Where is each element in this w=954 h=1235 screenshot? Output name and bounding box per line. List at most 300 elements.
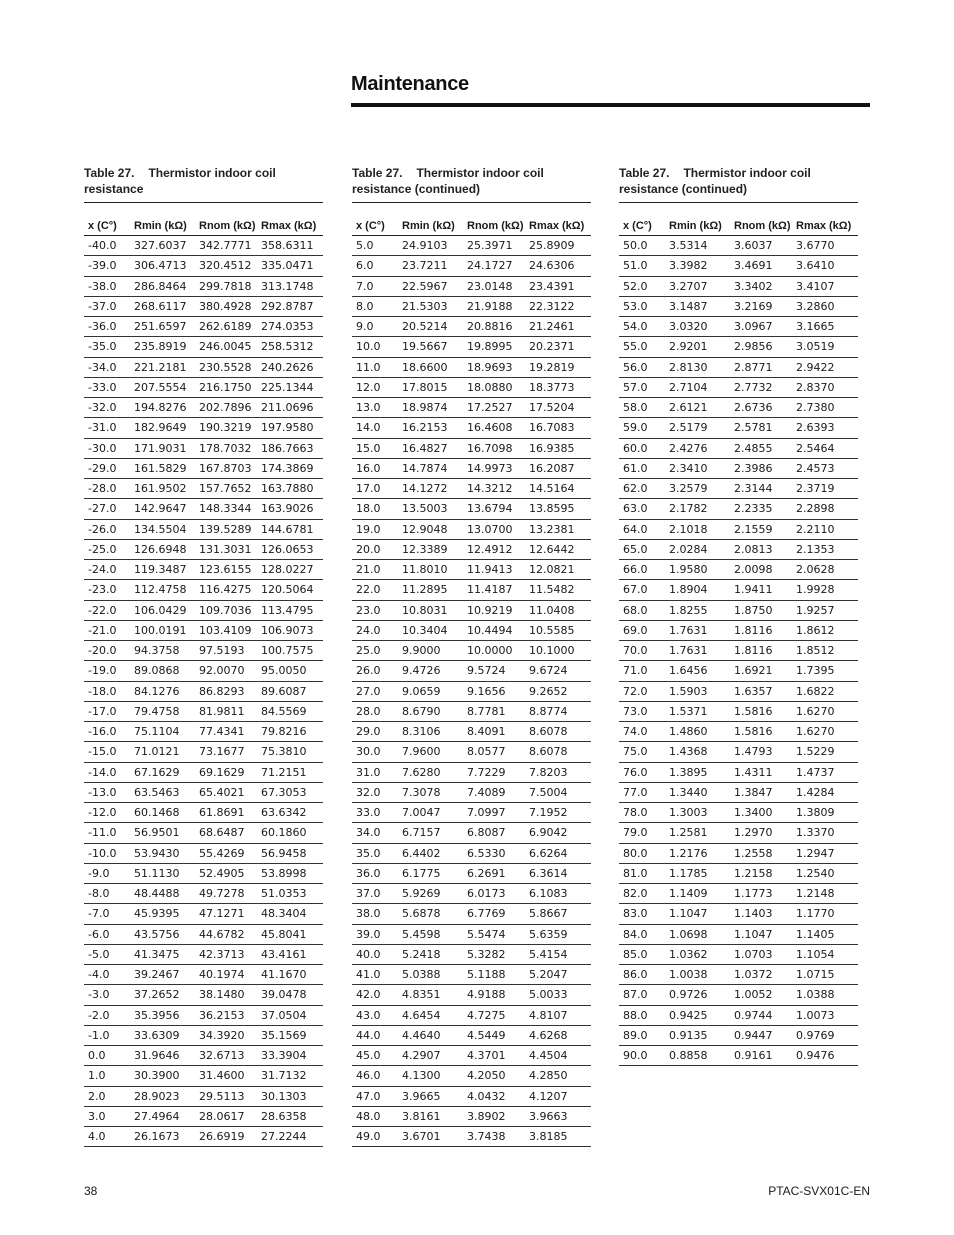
table-cell: 94.3758 [130,641,195,661]
table-cell: 32.6713 [195,1046,257,1066]
table-cell: 28.0617 [195,1106,257,1126]
table-cell: 1.1047 [665,904,730,924]
table-cell: 69.1629 [195,762,257,782]
table-cell: 24.0 [352,620,398,640]
table-cell: 1.6822 [792,681,858,701]
table-cell: 2.7732 [730,377,792,397]
table-cell: 7.1952 [525,803,591,823]
table-row [352,256,591,276]
table-cell: 0.9726 [665,985,730,1005]
table-cell: 119.3487 [130,560,195,580]
table-cell: 37.2652 [130,985,195,1005]
table-cell: 56.9458 [257,843,323,863]
table-cell: 1.0073 [792,1005,858,1025]
table-cell: 18.3773 [525,377,591,397]
table-cell: 77.4341 [195,722,257,742]
table-cell: 1.7631 [665,641,730,661]
table-row [352,418,591,438]
table-cell: 1.8255 [665,600,730,620]
table-cell: 44.0 [352,1025,398,1045]
table-cell: 112.4758 [130,580,195,600]
table-cell: 75.1104 [130,722,195,742]
table-cell: 2.3144 [730,479,792,499]
table-cell: 9.1656 [463,681,525,701]
table-cell: 3.4691 [730,256,792,276]
table-cell: 2.6121 [665,398,730,418]
table-cell: 3.3402 [730,276,792,296]
table-cell: 34.3920 [195,1025,257,1045]
table-cell: 2.1353 [792,539,858,559]
table-row [352,1025,591,1045]
table-cell: 44.6782 [195,924,257,944]
table-cell: 4.7275 [463,1005,525,1025]
table-cell: -14.0 [84,762,130,782]
table-cell: 16.9385 [525,438,591,458]
table-cell: 2.0813 [730,539,792,559]
table-cell: 2.1559 [730,519,792,539]
table-cell: 3.8161 [398,1106,463,1126]
table-cell: 61.0 [619,458,665,478]
table-row [84,560,323,580]
table-cell: -24.0 [84,560,130,580]
table-cell: 8.4091 [463,722,525,742]
table-row [352,398,591,418]
table-cell: 3.2707 [665,276,730,296]
table-cell: 8.6078 [525,742,591,762]
table-cell: 8.6078 [525,722,591,742]
table-cell: 19.2819 [525,357,591,377]
table-cell: 2.2898 [792,499,858,519]
page-number: 38 [84,1184,98,1198]
table-cell: 53.0 [619,296,665,316]
table-cell: -19.0 [84,661,130,681]
table-row [352,924,591,944]
table-cell: 1.4368 [665,742,730,762]
table-cell: 19.0 [352,519,398,539]
table-cell: 46.0 [352,1066,398,1086]
resistance-table [352,202,591,1147]
table-cell: 19.5667 [398,337,463,357]
table-row [352,317,591,337]
table-cell: 56.0 [619,357,665,377]
table-cell: 90.0 [619,1046,665,1066]
table-cell: 5.0388 [398,965,463,985]
table-cell: 7.9600 [398,742,463,762]
table-cell: 1.0038 [665,965,730,985]
table-cell: 33.3904 [257,1046,323,1066]
table-cell: 7.7229 [463,762,525,782]
table-cell: 21.9188 [463,296,525,316]
table-cell: -27.0 [84,499,130,519]
table-cell: 6.9042 [525,823,591,843]
table-row [619,499,858,519]
table-cell: 68.0 [619,600,665,620]
table-cell: 45.0 [352,1046,398,1066]
table-row [352,863,591,883]
table-cell: 1.7631 [665,620,730,640]
table-cell: 7.6280 [398,762,463,782]
table-cell: 11.0408 [525,600,591,620]
table-cell: 2.0098 [730,560,792,580]
table-row [619,519,858,539]
table-cell: 84.1276 [130,681,195,701]
table-cell: 1.7395 [792,661,858,681]
table-cell: 1.8116 [730,641,792,661]
table-row [352,641,591,661]
table-cell: 6.7157 [398,823,463,843]
column-header: Rmax (kΩ) [261,220,317,232]
table-cell: 7.0047 [398,803,463,823]
table-cell: 0.8858 [665,1046,730,1066]
table-cell: 235.8919 [130,337,195,357]
table-cell: 48.4488 [130,884,195,904]
table-row [352,944,591,964]
table-cell: 31.4600 [195,1066,257,1086]
table-cell: 9.2652 [525,681,591,701]
table-cell: 42.3713 [195,944,257,964]
table-row [84,236,323,256]
column-header: Rnom (kΩ) [467,220,524,232]
table-row [84,276,323,296]
table-cell: 5.0 [352,236,398,256]
table-cell: 2.2335 [730,499,792,519]
table-caption-text: Thermistor indoor coil resistance (continued) [619,166,811,196]
table-cell: 17.0 [352,479,398,499]
table-cell: 202.7896 [195,398,257,418]
table-cell: 84.0 [619,924,665,944]
table-cell: 3.4107 [792,276,858,296]
table-cell: 2.0284 [665,539,730,559]
table-cell: -2.0 [84,1005,130,1025]
table-cell: 17.2527 [463,398,525,418]
table-cell: -25.0 [84,539,130,559]
table-cell: 3.5314 [665,236,730,256]
table-cell: 49.0 [352,1127,398,1147]
table-cell: 171.9031 [130,438,195,458]
table-row [84,884,323,904]
table-cell: 1.8612 [792,620,858,640]
table-cell: 221.2181 [130,357,195,377]
table-row [619,479,858,499]
table-cell: -1.0 [84,1025,130,1045]
table-cell: 1.3400 [730,803,792,823]
table-cell: 10.9219 [463,600,525,620]
table-cell: 1.8116 [730,620,792,640]
table-cell: 38.0 [352,904,398,924]
table-cell: 1.4793 [730,742,792,762]
table-cell: -28.0 [84,479,130,499]
table-cell: 29.5113 [195,1086,257,1106]
table-cell: 7.5004 [525,782,591,802]
table-cell: 3.0967 [730,317,792,337]
table-cell: 274.0353 [257,317,323,337]
table-row [619,337,858,357]
table-cell: 258.5312 [257,337,323,357]
table-row [84,580,323,600]
table-cell: 45.8041 [257,924,323,944]
table-cell: 29.0 [352,722,398,742]
table-cell: 262.6189 [195,317,257,337]
table-cell: 1.0698 [665,924,730,944]
table-cell: 13.5003 [398,499,463,519]
table-cell: 1.9257 [792,600,858,620]
table-cell: 30.1303 [257,1086,323,1106]
table-cell: 64.0 [619,519,665,539]
table-cell: 3.8902 [463,1106,525,1126]
table-cell: 3.6410 [792,256,858,276]
table-cell: 65.4021 [195,782,257,802]
table-cell: 5.3282 [463,944,525,964]
table-cell: 12.0821 [525,560,591,580]
table-cell: 1.9580 [665,560,730,580]
table-cell: 21.5303 [398,296,463,316]
table-cell: 6.0173 [463,884,525,904]
table-row [84,317,323,337]
table-cell: 28.0 [352,701,398,721]
table-cell: 3.6770 [792,236,858,256]
table-cell: 2.7104 [665,377,730,397]
table-cell: 3.2860 [792,296,858,316]
column-header: x (C°) [623,220,652,232]
table-cell: 24.1727 [463,256,525,276]
table-row [84,782,323,802]
table-cell: 41.0 [352,965,398,985]
table-cell: 1.9411 [730,580,792,600]
table-cell: 1.2581 [665,823,730,843]
table-row [84,924,323,944]
table-cell: 1.3895 [665,762,730,782]
table-row [619,600,858,620]
table-row [84,519,323,539]
table-cell: 9.5724 [463,661,525,681]
table-cell: 10.0000 [463,641,525,661]
table-row [619,863,858,883]
table-cell: 10.5585 [525,620,591,640]
table-cell: 131.3031 [195,539,257,559]
table-cell: 11.2895 [398,580,463,600]
table-cell: 25.3971 [463,236,525,256]
table-cell: 36.0 [352,863,398,883]
table-cell: 123.6155 [195,560,257,580]
table-cell: 6.3614 [525,863,591,883]
table-cell: 2.5179 [665,418,730,438]
table-cell: 11.0 [352,357,398,377]
table-cell: 27.4964 [130,1106,195,1126]
table-cell: 161.9502 [130,479,195,499]
table-cell: 4.2907 [398,1046,463,1066]
table-cell: -40.0 [84,236,130,256]
table-cell: 1.3370 [792,823,858,843]
table-row [84,1106,323,1126]
table-row [619,641,858,661]
table-row [352,823,591,843]
table-row [352,276,591,296]
table-cell: 12.9048 [398,519,463,539]
table-cell: 186.7663 [257,438,323,458]
table-cell: 13.6794 [463,499,525,519]
table-row [352,458,591,478]
table-cell: 178.7032 [195,438,257,458]
table-cell: 24.6306 [525,256,591,276]
table-cell: 313.1748 [257,276,323,296]
table-header-row [619,203,858,236]
table-row [352,539,591,559]
table-cell: 1.4311 [730,762,792,782]
table-cell: 3.0519 [792,337,858,357]
table-cell: 10.8031 [398,600,463,620]
table-row [84,985,323,1005]
table-row [84,600,323,620]
table-row [84,1066,323,1086]
table-row [84,904,323,924]
table-cell: 5.6878 [398,904,463,924]
table-cell: 2.9201 [665,337,730,357]
table-cell: 299.7818 [195,276,257,296]
table-cell: 73.0 [619,701,665,721]
table-cell: 3.0320 [665,317,730,337]
table-cell: 1.0703 [730,944,792,964]
table-cell: 11.4187 [463,580,525,600]
table-cell: -33.0 [84,377,130,397]
table-cell: 4.9188 [463,985,525,1005]
table-cell: 2.9422 [792,357,858,377]
table-cell: 47.1271 [195,904,257,924]
table-cell: 6.2691 [463,863,525,883]
table-cell: 1.5371 [665,701,730,721]
table-cell: 2.3986 [730,458,792,478]
table-cell: -22.0 [84,600,130,620]
table-cell: 6.1775 [398,863,463,883]
table-cell: 21.0 [352,560,398,580]
table-cell: 14.7874 [398,458,463,478]
table-cell: 1.1773 [730,884,792,904]
table-cell: 174.3869 [257,458,323,478]
table-cell: 23.7211 [398,256,463,276]
table-cell: 16.7098 [463,438,525,458]
table-cell: 4.6268 [525,1025,591,1045]
table-cell: 3.0 [84,1106,130,1126]
table-cell: 163.9026 [257,499,323,519]
column-header: Rmin (kΩ) [669,220,722,232]
table-row [352,965,591,985]
table-cell: 1.5816 [730,701,792,721]
table-cell: 4.1300 [398,1066,463,1086]
table-row [352,620,591,640]
table-cell: 7.8203 [525,762,591,782]
table-row [84,539,323,559]
table-row [84,965,323,985]
table-row [352,701,591,721]
table-cell: 1.4737 [792,762,858,782]
table-cell: 9.0 [352,317,398,337]
table-row [352,803,591,823]
table-cell: 20.0 [352,539,398,559]
column-header: Rmax (kΩ) [529,220,585,232]
table-cell: 33.0 [352,803,398,823]
table-cell: 6.7769 [463,904,525,924]
table-row [352,1127,591,1147]
table-row [352,438,591,458]
table-cell: 1.3847 [730,782,792,802]
table-cell: 0.9425 [665,1005,730,1025]
table-cell: 83.0 [619,904,665,924]
table-cell: 3.8185 [525,1127,591,1147]
table-cell: 3.1487 [665,296,730,316]
table-cell: 59.0 [619,418,665,438]
table-cell: 51.0353 [257,884,323,904]
table-header-row [84,203,323,236]
table-row [352,782,591,802]
table-cell: 0.9744 [730,1005,792,1025]
table-cell: 88.0 [619,1005,665,1025]
table-row [619,357,858,377]
table-cell: 1.1054 [792,944,858,964]
table-cell: 144.6781 [257,519,323,539]
table-cell: 1.0362 [665,944,730,964]
table-cell: 9.4726 [398,661,463,681]
table-cell: 2.0628 [792,560,858,580]
table-cell: 6.0 [352,256,398,276]
table-cell: 22.5967 [398,276,463,296]
table-cell: 16.4827 [398,438,463,458]
table-cell: 36.2153 [195,1005,257,1025]
table-cell: 11.9413 [463,560,525,580]
table-cell: 40.0 [352,944,398,964]
table-caption [352,165,591,199]
table-cell: 86.8293 [195,681,257,701]
table-row [619,965,858,985]
table-cell: 30.0 [352,742,398,762]
table-cell: 77.0 [619,782,665,802]
table-cell: 0.9135 [665,1025,730,1045]
table-cell: -23.0 [84,580,130,600]
table-cell: 84.5569 [257,701,323,721]
table-cell: 106.9073 [257,620,323,640]
table-cell: 16.7083 [525,418,591,438]
table-row [84,1086,323,1106]
table-row [352,843,591,863]
table-cell: 5.4154 [525,944,591,964]
table-cell: 134.5504 [130,519,195,539]
table-cell: 4.0 [84,1127,130,1147]
table-row [84,398,323,418]
table-cell: 380.4928 [195,296,257,316]
table-cell: -11.0 [84,823,130,843]
table-row [619,560,858,580]
table-cell: -29.0 [84,458,130,478]
table-cell: 1.1405 [792,924,858,944]
table-cell: 74.0 [619,722,665,742]
table-cell: 1.2540 [792,863,858,883]
table-cell: 157.7652 [195,479,257,499]
table-row [619,236,858,256]
table-cell: 1.4284 [792,782,858,802]
table-cell: 20.8816 [463,317,525,337]
table-cell: 163.7880 [257,479,323,499]
table-cell: 182.9649 [130,418,195,438]
table-cell: 48.0 [352,1106,398,1126]
table-cell: 86.0 [619,965,665,985]
table-cell: 2.8370 [792,377,858,397]
table-row [84,357,323,377]
table-cell: 292.8787 [257,296,323,316]
table-cell: 21.2461 [525,317,591,337]
table-row [619,722,858,742]
table-cell: 5.4598 [398,924,463,944]
table-cell: 2.1018 [665,519,730,539]
table-cell: 58.0 [619,398,665,418]
table-row [84,256,323,276]
